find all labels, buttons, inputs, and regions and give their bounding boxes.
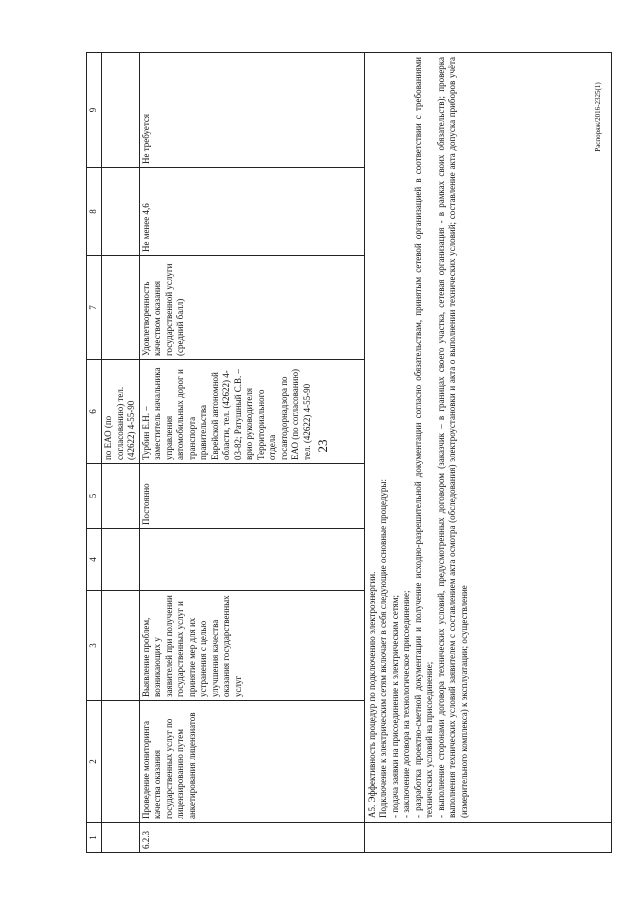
- term-cell-5: Постоянно: [139, 464, 364, 529]
- action-cell: Проведение мониторинга качества оказания государственных услуг по лицензированию путем анкетирования лицензиатов: [139, 701, 364, 823]
- a5-line: - заключение договора на технологическое присоединение;: [401, 590, 411, 818]
- goal-cell: Выявление проблем, возникающих у заявителей при получении государственных услуг и принятие мер для их устранения с целью улучшения качества оказания государственных услуг: [139, 591, 364, 701]
- a5-section-cell: [364, 53, 611, 823]
- col-header-3: 3: [87, 591, 102, 701]
- a5-line: - выполнение сторонами договора технических условий, предусмотренных договором (заказчик – в границах своего участка, сетевая организация - в рамках своих обязательств); проверка выполнения технических условий заявителем с составлением акта осмотра (обследования) электроустановки и акта о выполнении технических условий; составление акта допуска приборов учёта (измерительного комплекса) к эксплуатации; осуществление: [435, 57, 469, 818]
- rotated-table-container: [86, 53, 586, 853]
- col-header-5: 5: [87, 464, 102, 529]
- row-number-cell: 6.2.3: [139, 823, 364, 853]
- col-header-9: 9: [87, 53, 102, 168]
- col-header-7: 7: [87, 256, 102, 360]
- col-header-1: 1: [87, 823, 102, 853]
- measures-table: [86, 52, 612, 853]
- a5-line: - разработка проектно-сметной документации и получение исходно-разрешительной документации согласно обязательствам, принятым сетевой организацией в соответствии с требованиями технических условий на присоединение;: [412, 57, 434, 818]
- a5-line: Подключение к электрическим сетям включает в себя следующие основные процедуры:: [378, 479, 388, 818]
- note-cell: Не требуется: [139, 53, 364, 168]
- term-cell-4: [139, 529, 364, 591]
- col-header-2: 2: [87, 701, 102, 823]
- header-row: [87, 53, 102, 853]
- page-number: 23: [315, 439, 330, 453]
- document-code: Распоряж/2016-2325(1): [594, 82, 602, 152]
- target-value-cell: Не менее 4,6: [139, 168, 364, 256]
- table-row: [364, 53, 611, 853]
- col-header-4: 4: [87, 529, 102, 591]
- indicator-cell: Удовлетворенность качеством оказания государственной услуги (средний балл): [139, 256, 364, 360]
- table-row: [102, 53, 140, 853]
- a5-line: А5. Эффективность процедур по подключению электроэнергии.: [366, 571, 377, 818]
- col-header-6: 6: [87, 360, 102, 464]
- responsible-contact-cell: по ЕАО (по согласованию) тел. (42622) 4-55-90: [102, 360, 140, 464]
- responsible-cell: Турбин Е.Н. – заместитель начальника управления автомобильных дорог и транспорта правительства Еврейской автономной области, тел. (42622) 4-03-82; Ратушный С.В. – врио руководителя Территориального отдела госавтодорнадзора по ЕАО (по согласованию) тел. (42622) 4-55-90: [139, 360, 364, 464]
- a5-line: - подача заявки на присоединение к электрическим сетям;: [389, 595, 400, 818]
- col-header-8: 8: [87, 168, 102, 256]
- table-row: [139, 53, 364, 853]
